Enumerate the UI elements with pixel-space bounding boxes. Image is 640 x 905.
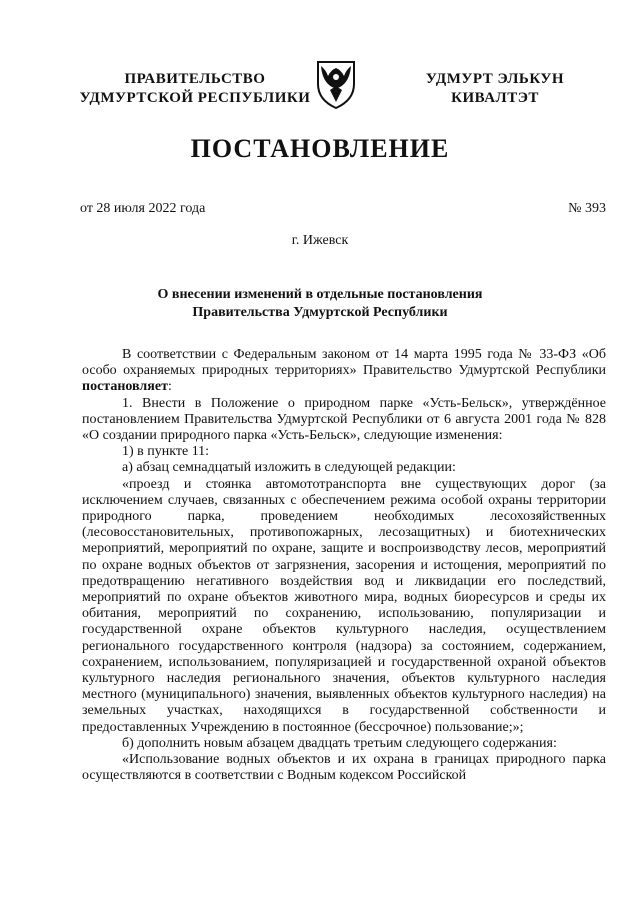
government-name-line1: ПРАВИТЕЛЬСТВО bbox=[124, 71, 266, 87]
document-city: г. Ижевск bbox=[291, 233, 349, 248]
paragraph-quoted-text-2: «Использование водных объектов и их охрана в границах природного парка осуществляются в соответствии с Водным кодексом Российской bbox=[82, 752, 606, 784]
paragraph-subitem-b: б) дополнить новым абзацем двадцать третьим следующего содержания: bbox=[122, 735, 557, 751]
government-name-udmurt-line2: КИВАЛТЭТ bbox=[451, 90, 539, 106]
document-date: от 28 июля 2022 года bbox=[80, 201, 206, 216]
coat-of-arms-icon bbox=[314, 58, 358, 110]
paragraph-subitem-1: 1) в пункте 11: bbox=[122, 444, 210, 460]
document-body bbox=[82, 347, 606, 784]
preamble-bold-decree: постановляет bbox=[82, 379, 168, 395]
government-name-udmurt bbox=[380, 70, 610, 108]
government-name-russian bbox=[60, 70, 330, 108]
government-name-line2: УДМУРТСКОЙ РЕСПУБЛИКИ bbox=[79, 90, 311, 106]
document-title: ПОСТАНОВЛЕНИЕ bbox=[190, 134, 450, 163]
paragraph-quoted-text: «проезд и стоянка автомототранспорта вне существующих дорог (за исключением случаев, связанных с обеспечением режима особой охраны территории природного парка, проведением необходимых лесохозяйственных (лесовосстановительных, противопожарных, лесозащитных) и биотехнических мероприятий, мероприятий по охране, защите и воспроизводству лесов, мероприятий по охране водных объектов от загрязнения, засорения и истощения, мероприятий по предотвращению негативного воздействия вод и ликвидации его последствий, мероприятий по охране объектов животного мира, водных биоресурсов и среды их обитания, мероприятий по сохранению, использованию, популяризации и государственной охране объектов культурного наследия, осуществлением регионального государственного контроля (надзора) за состоянием, содержанием, сохранением, использованием, популяризацией и государственной охраной объектов культурного наследия регионального значения, объектов культурного наследия местного (муниципального) значения, выявленных объектов культурного наследия) на земельных участках, находящихся в государственной собственности и предоставленных Учреждению в постоянное (бессрочное) пользование;»; bbox=[82, 476, 606, 735]
paragraph-preamble bbox=[82, 347, 606, 396]
government-name-udmurt-line1: УДМУРТ ЭЛЬКУН bbox=[425, 71, 565, 87]
document-number: № 393 bbox=[568, 201, 606, 216]
subject-line2: Правительства Удмуртской Республики bbox=[192, 305, 448, 320]
paragraph-item-1: 1. Внести в Положение о природном парке «Усть-Бельск», утверждённое постановлением Правительства Удмуртской Республики от 6 августа 2001 года № 828 «О создании природного парка «Усть-Бельск», следующие изменения: bbox=[82, 395, 606, 444]
subject-line1: О внесении изменений в отдельные постановления bbox=[157, 287, 483, 302]
preamble-text: В соответствии с Федеральным законом от 14 марта 1995 года № 33-ФЗ «Об особо охраняемых природных территориях» Правительство Удмуртской Республики bbox=[82, 347, 606, 379]
preamble-end: : bbox=[167, 379, 172, 395]
document-subject bbox=[0, 286, 640, 322]
paragraph-subitem-a: а) абзац семнадцатый изложить в следующей редакции: bbox=[122, 460, 456, 476]
